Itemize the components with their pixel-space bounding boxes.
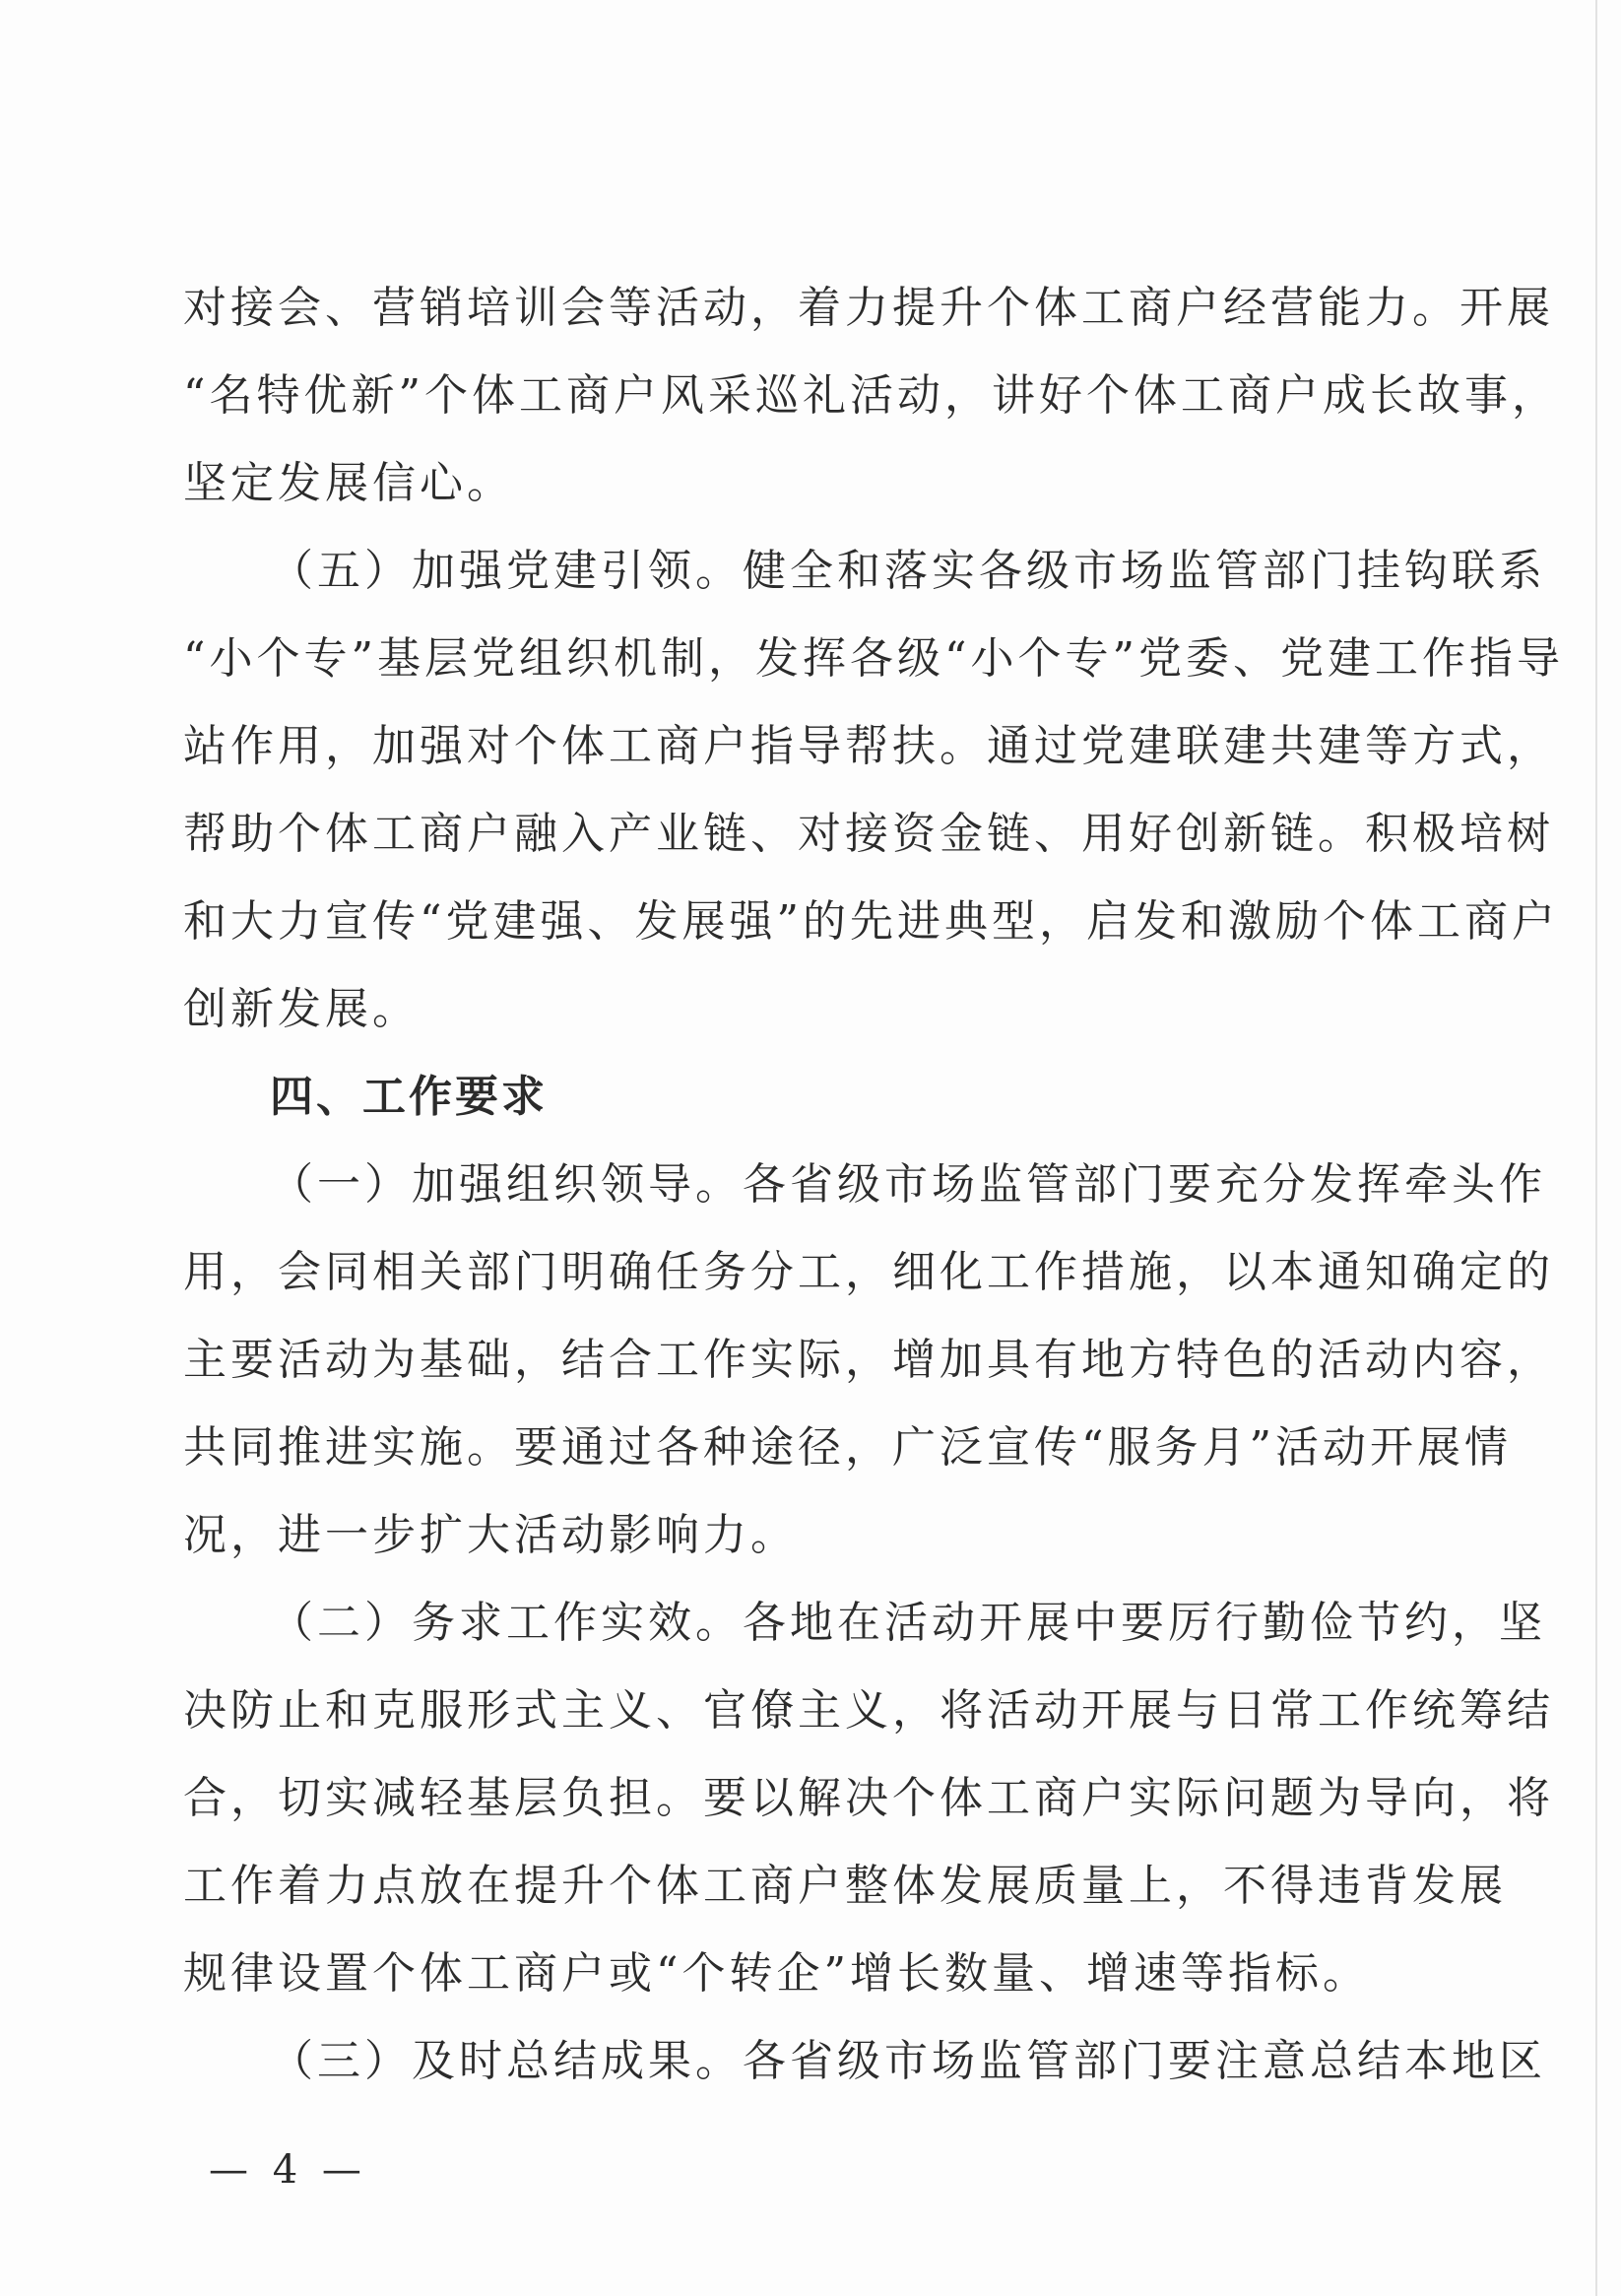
text-line: 规律设置个体工商户或“个转企”增长数量、增速等指标。 (183, 1948, 1370, 1999)
text-line: 主要活动为基础，结合工作实际，增加具有地方特色的活动内容， (183, 1335, 1554, 1385)
text-line: 和大力宣传“党建强、发展强”的先进典型，启发和激励个体工商户 (183, 896, 1559, 947)
paragraph-start-line: （五）加强党建引领。健全和落实各级市场监管部门挂钩联系 (270, 546, 1546, 596)
paragraph-start-line: （三）及时总结成果。各省级市场监管部门要注意总结本地区 (270, 2036, 1546, 2086)
text-line: 共同推进实施。要通过各种途径，广泛宣传“服务月”活动开展情 (183, 1422, 1512, 1473)
text-line: “小个专”基层党组织机制，发挥各级“小个专”党委、党建工作指导 (183, 633, 1564, 684)
paragraph-start-line: （一）加强组织领导。各省级市场监管部门要充分发挥牵头作 (270, 1159, 1546, 1210)
text-line: 工作着力点放在提升个体工商户整体发展质量上，不得违背发展 (183, 1861, 1507, 1911)
text-line: “名特优新”个体工商户风采巡礼活动，讲好个体工商户成长故事， (183, 370, 1559, 421)
text-line: 坚定发展信心。 (183, 458, 514, 508)
text-line: 帮助个体工商户融入产业链、对接资金链、用好创新链。积极培树 (183, 809, 1554, 859)
document-body (183, 264, 1564, 2105)
text-line: 用，会同相关部门明确任务分工，细化工作措施，以本通知确定的 (183, 1247, 1554, 1297)
text-line: 创新发展。 (183, 984, 420, 1034)
text-line: 站作用，加强对个体工商户指导帮扶。通过党建联建共建等方式， (183, 721, 1554, 771)
section-heading: 四、工作要求 (270, 1072, 548, 1122)
text-line: 合，切实减轻基层负担。要以解决个体工商户实际问题为导向，将 (183, 1773, 1554, 1823)
text-line: 况，进一步扩大活动影响力。 (183, 1510, 798, 1560)
text-line: 决防止和克服形式主义、官僚主义，将活动开展与日常工作统筹结 (183, 1685, 1554, 1736)
text-line: 对接会、营销培训会等活动，着力提升个体工商户经营能力。开展 (183, 283, 1554, 333)
page-number: — 4 — (209, 2147, 367, 2193)
paragraph-start-line: （二）务求工作实效。各地在活动开展中要厉行勤俭节约，坚 (270, 1598, 1546, 1648)
page-edge-shadow (1595, 0, 1597, 2296)
